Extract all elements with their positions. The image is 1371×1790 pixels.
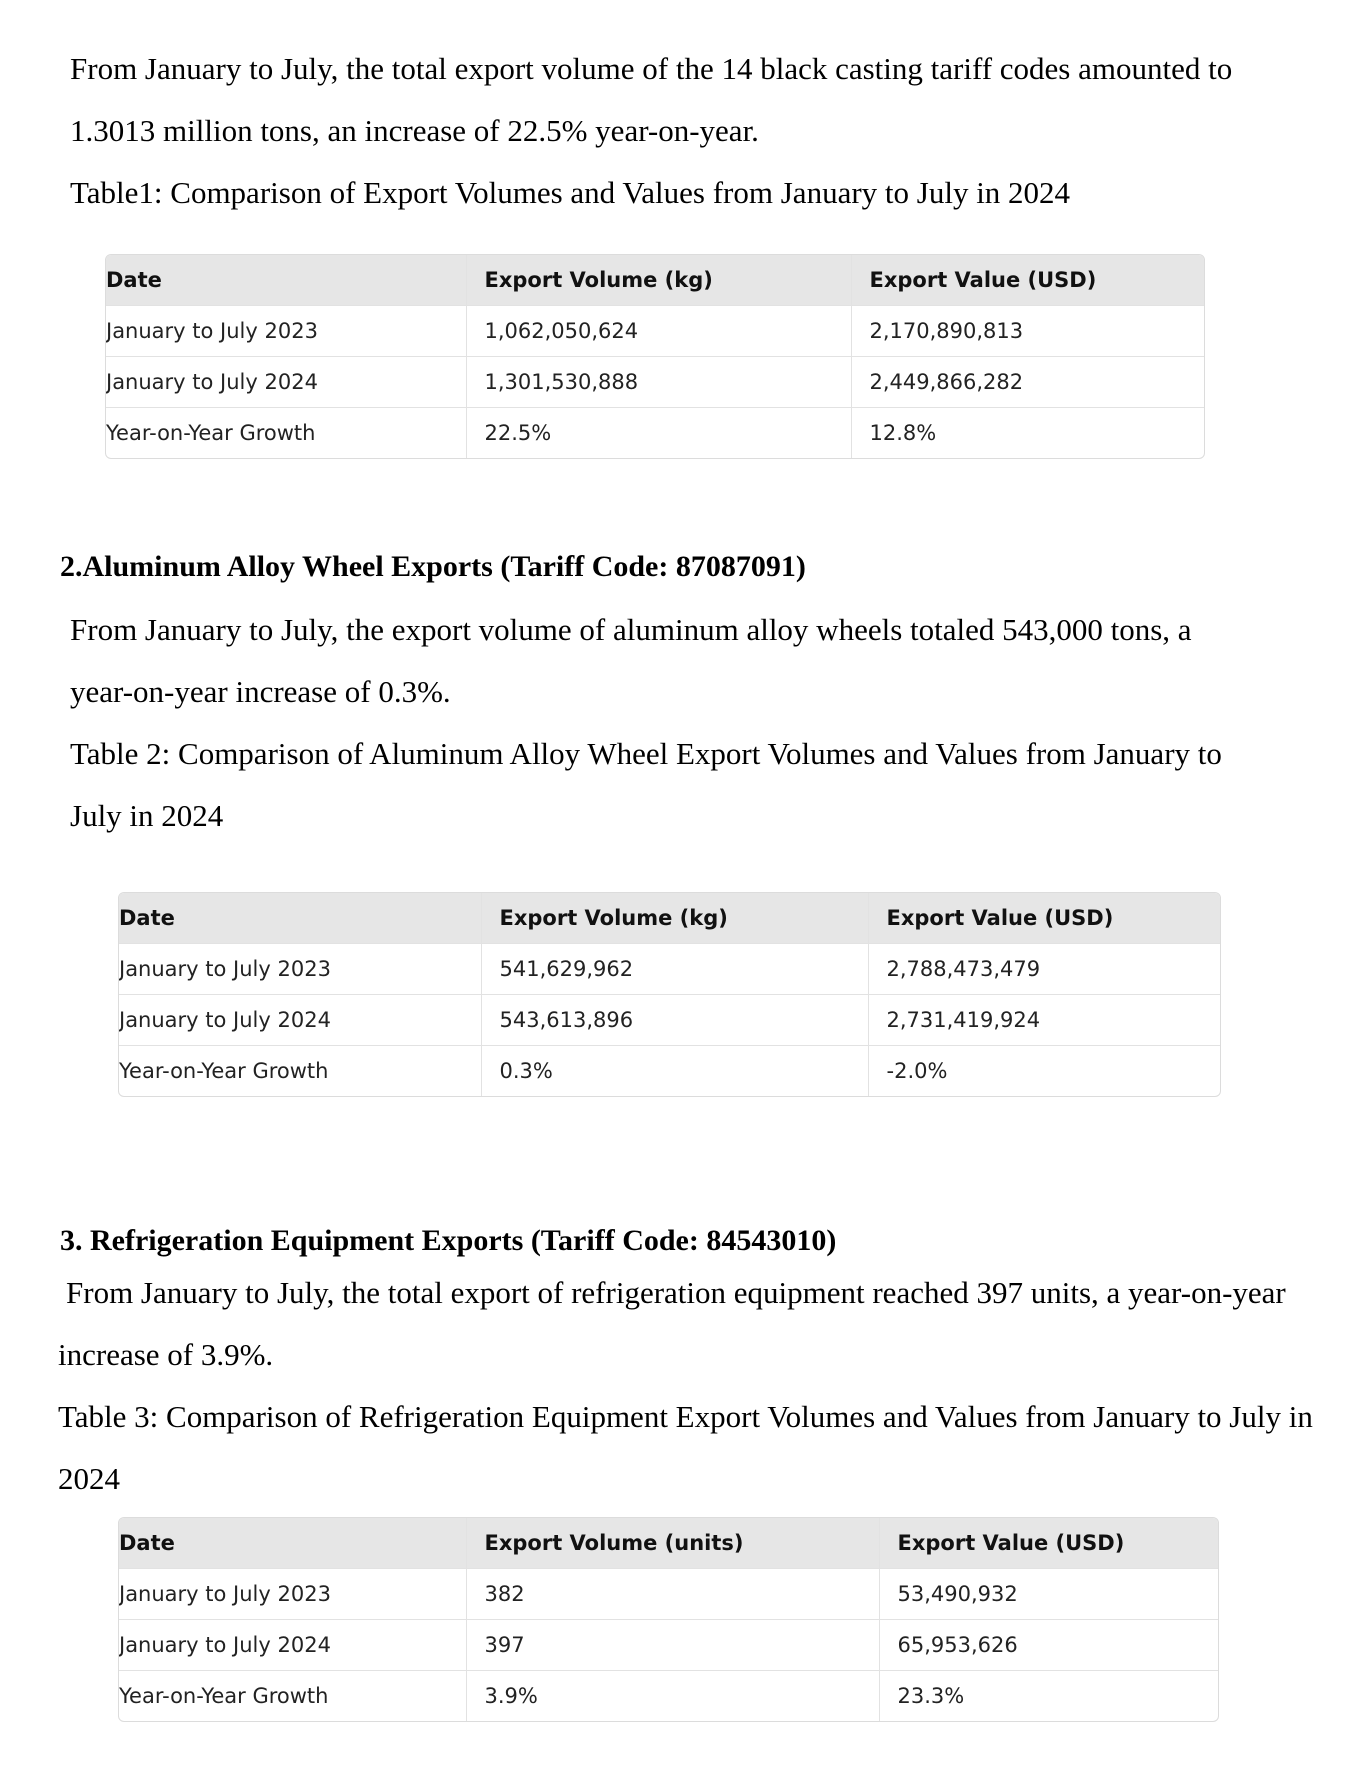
column-header-export-volume: Export Volume (units) [466,1518,879,1569]
section-3-heading: 3. Refrigeration Equipment Exports (Tariff Code: 84543010) [60,1224,837,1257]
intro-line-1: From January to July, the total export volume of the 14 black casting tariff codes amounted to [70,51,1233,86]
table-row [106,306,1204,357]
column-header-date: Date [119,893,481,944]
table-cell: 0.3% [481,1046,868,1097]
table-row [119,1569,1218,1620]
column-header-date: Date [106,255,466,306]
table-cell: 12.8% [851,408,1204,459]
table3-caption-line-2: 2024 [58,1461,120,1496]
table-row [119,944,1220,995]
table-cell: 22.5% [466,408,851,459]
column-header-date: Date [119,1518,466,1569]
table-cell: 65,953,626 [879,1620,1218,1671]
column-header-export-value: Export Value (USD) [868,893,1220,944]
column-header-export-value: Export Value (USD) [851,255,1204,306]
section-2-heading: 2.Aluminum Alloy Wheel Exports (Tariff Code: 87087091) [60,550,806,583]
table-cell: 2,731,419,924 [868,995,1220,1046]
table-cell: -2.0% [868,1046,1220,1097]
intro-line-2: 1.3013 million tons, an increase of 22.5% year-on-year. [70,113,759,148]
section-2-line-2: year-on-year increase of 0.3%. [70,674,451,709]
table-row [119,1671,1218,1722]
table3-caption-line-1: Table 3: Comparison of Refrigeration Equipment Export Volumes and Values from January to July in [58,1399,1313,1434]
table-cell: January to July 2024 [119,995,481,1046]
table2-caption-line-1: Table 2: Comparison of Aluminum Alloy Wheel Export Volumes and Values from January to [70,736,1222,771]
table-header-row [119,1518,1218,1569]
table-cell: 2,788,473,479 [868,944,1220,995]
table-1 [105,254,1205,459]
table-cell: 23.3% [879,1671,1218,1722]
table-header-row [106,255,1204,306]
table-cell: January to July 2024 [119,1620,466,1671]
table-cell: January to July 2023 [119,1569,466,1620]
table-3 [118,1517,1219,1722]
column-header-export-volume: Export Volume (kg) [466,255,851,306]
table-cell: 382 [466,1569,879,1620]
table-cell: Year-on-Year Growth [119,1059,329,1083]
table-row [106,357,1204,408]
table-row [119,995,1220,1046]
table-row [106,408,1204,459]
table-row [119,1046,1220,1097]
table-cell: 543,613,896 [481,995,868,1046]
table-cell: Year-on-Year Growth [119,1684,329,1708]
column-header-export-volume: Export Volume (kg) [481,893,868,944]
table-cell: 3.9% [466,1671,879,1722]
table-cell: 2,449,866,282 [851,357,1204,408]
table-cell: 1,062,050,624 [466,306,851,357]
table-cell: 53,490,932 [879,1569,1218,1620]
table-cell: 1,301,530,888 [466,357,851,408]
table-cell: 397 [466,1620,879,1671]
table1-caption: Table1: Comparison of Export Volumes and Values from January to July in 2024 [70,175,1071,210]
table-2 [118,892,1221,1097]
table-cell: 2,170,890,813 [851,306,1204,357]
table-cell: January to July 2024 [106,357,466,408]
column-header-export-value: Export Value (USD) [879,1518,1218,1569]
table-cell: January to July 2023 [106,306,466,357]
table-header-row [119,893,1220,944]
section-3-line-1: From January to July, the total export of refrigeration equipment reached 397 units, a year-on-year [66,1275,1286,1310]
table-cell: January to July 2023 [119,944,481,995]
section-3-line-2: increase of 3.9%. [58,1337,274,1372]
table-row [119,1620,1218,1671]
table-cell: Year-on-Year Growth [106,421,316,445]
table2-caption-line-2: July in 2024 [70,798,224,833]
section-2-line-1: From January to July, the export volume of aluminum alloy wheels totaled 543,000 tons, a [70,612,1192,647]
table-cell: 541,629,962 [481,944,868,995]
